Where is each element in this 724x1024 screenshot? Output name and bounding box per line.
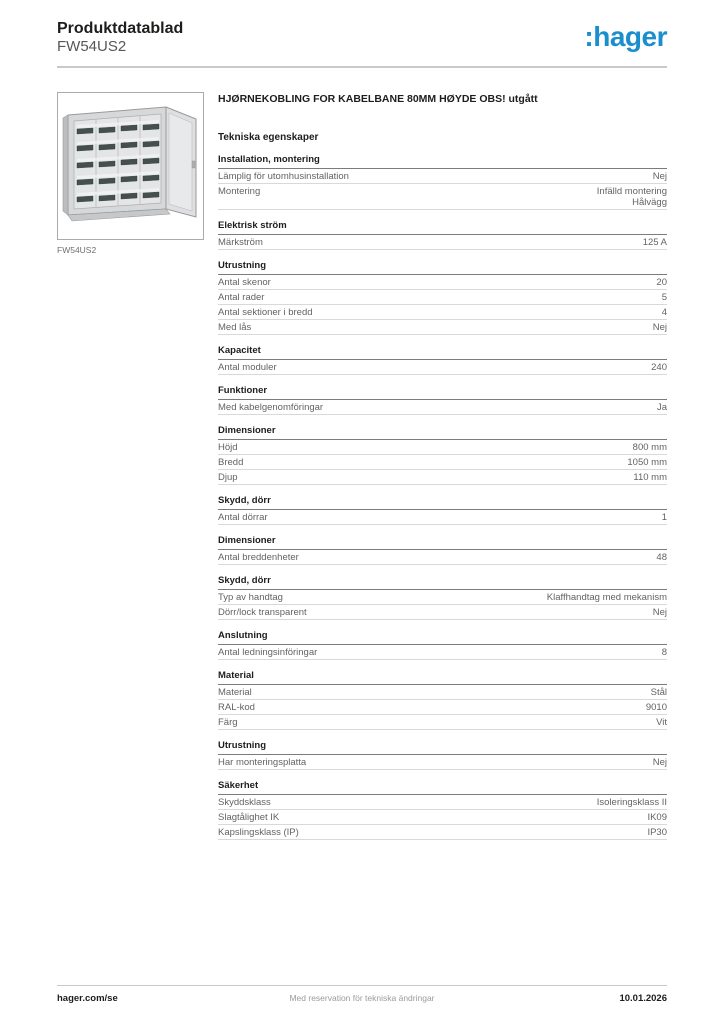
spec-label: Antal ledningsinföringar (218, 646, 318, 658)
spec-section-title: Skydd, dörr (218, 575, 667, 590)
spec-label: Antal rader (218, 291, 265, 303)
spec-value: 20 (656, 276, 667, 288)
spec-value: Nej (652, 756, 667, 768)
spec-row (218, 605, 667, 620)
spec-row (218, 305, 667, 320)
spec-label: Antal sektioner i bredd (218, 306, 313, 318)
spec-section (218, 385, 667, 415)
spec-section (218, 495, 667, 525)
spec-label: Dörr/lock transparent (218, 606, 307, 618)
spec-value: 110 mm (633, 471, 667, 483)
spec-value: Vit (656, 716, 667, 728)
document-type-title: Produktdatablad (57, 20, 184, 37)
spec-value: 9010 (645, 701, 667, 713)
spec-value: Nej (652, 321, 667, 333)
spec-value: Ja (656, 401, 667, 413)
spec-value: 125 A (642, 236, 667, 248)
spec-section-title: Utrustning (218, 740, 667, 755)
spec-value: 4 (661, 306, 667, 318)
spec-row (218, 235, 667, 250)
spec-row (218, 715, 667, 730)
spec-section (218, 630, 667, 660)
spec-label: Antal skenor (218, 276, 271, 288)
spec-section-title: Anslutning (218, 630, 667, 645)
spec-value: Stål (650, 686, 667, 698)
product-image (57, 92, 204, 240)
spec-label: Bredd (218, 456, 244, 468)
footer-divider (57, 985, 667, 986)
spec-row (218, 700, 667, 715)
spec-row (218, 825, 667, 840)
spec-value: 800 mm (632, 441, 667, 453)
product-image-caption: FW54US2 (57, 245, 97, 255)
spec-label: RAL-kod (218, 701, 255, 713)
spec-label: Typ av handtag (218, 591, 283, 603)
spec-section-title: Kapacitet (218, 345, 667, 360)
spec-value: Nej (652, 606, 667, 618)
spec-label: Slagtålighet IK (218, 811, 280, 823)
spec-row (218, 810, 667, 825)
spec-label: Antal dörrar (218, 511, 268, 523)
spec-row (218, 550, 667, 565)
spec-section-title: Funktioner (218, 385, 667, 400)
spec-label: Har monteringsplatta (218, 756, 307, 768)
spec-value: IP30 (647, 826, 667, 838)
spec-section-title: Elektrisk ström (218, 220, 667, 235)
spec-section (218, 220, 667, 250)
footer-disclaimer: Med reservation för tekniska ändringar (289, 993, 435, 1003)
spec-value: 5 (661, 291, 667, 303)
specs-column (218, 93, 667, 840)
spec-section (218, 780, 667, 840)
tech-properties-heading: Tekniska egenskaper (218, 132, 319, 143)
spec-value: IK09 (647, 811, 667, 823)
spec-label: Djup (218, 471, 238, 483)
spec-section (218, 575, 667, 620)
spec-section-title: Material (218, 670, 667, 685)
spec-label: Lämplig för utomhusinstallation (218, 170, 349, 182)
spec-section-title: Dimensioner (218, 535, 667, 550)
spec-section-title: Dimensioner (218, 425, 667, 440)
spec-row (218, 440, 667, 455)
footer-website-link[interactable]: hager.com/se (57, 993, 118, 1004)
spec-row (218, 455, 667, 470)
spec-row (218, 510, 667, 525)
spec-section-title: Säkerhet (218, 780, 667, 795)
spec-row (218, 169, 667, 184)
spec-row (218, 795, 667, 810)
spec-value: 1050 mm (627, 456, 667, 468)
spec-section (218, 740, 667, 770)
spec-value: 1 (661, 511, 667, 523)
enclosure-cabinet-illustration (58, 93, 203, 239)
spec-label: Antal breddenheter (218, 551, 299, 563)
spec-value: Nej (652, 170, 667, 182)
spec-row (218, 645, 667, 660)
spec-row (218, 685, 667, 700)
spec-row (218, 400, 667, 415)
spec-row (218, 290, 667, 305)
spec-label: Höjd (218, 441, 238, 453)
spec-label: Skyddsklass (218, 796, 271, 808)
spec-label: Märkström (218, 236, 263, 248)
footer-date: 10.01.2026 (619, 993, 667, 1004)
spec-section (218, 154, 667, 210)
spec-row (218, 360, 667, 375)
spec-value: 48 (656, 551, 667, 563)
spec-sections (218, 154, 667, 840)
spec-row (218, 470, 667, 485)
spec-value: Isoleringsklass II (596, 796, 667, 808)
header-product-code: FW54US2 (57, 38, 127, 55)
spec-section (218, 345, 667, 375)
spec-value: 240 (651, 361, 667, 373)
page-header (57, 19, 667, 56)
product-title: HJØRNEKOBLING FOR KABELBANE 80MM HØYDE OBS! utgått (218, 93, 538, 105)
spec-label: Med lås (218, 321, 252, 333)
spec-label: Färg (218, 716, 238, 728)
spec-section-title: Skydd, dörr (218, 495, 667, 510)
spec-row (218, 755, 667, 770)
spec-label: Kapslingsklass (IP) (218, 826, 299, 838)
spec-row (218, 184, 667, 210)
spec-value: 8 (661, 646, 667, 658)
spec-row (218, 320, 667, 335)
spec-section-title: Utrustning (218, 260, 667, 275)
hager-logo: :hager (584, 21, 667, 52)
spec-row (218, 590, 667, 605)
spec-label: Montering (218, 185, 261, 197)
spec-value: Klaffhandtag med mekanism (546, 591, 667, 603)
spec-label: Med kabelgenomföringar (218, 401, 324, 413)
spec-label: Material (218, 686, 252, 698)
page-footer (57, 993, 667, 1004)
spec-row (218, 275, 667, 290)
spec-value: Infälld montering Hålvägg (596, 185, 667, 208)
spec-section (218, 535, 667, 565)
spec-label: Antal moduler (218, 361, 277, 373)
spec-section (218, 260, 667, 335)
spec-section (218, 670, 667, 730)
header-divider (57, 66, 667, 68)
spec-section-title: Installation, montering (218, 154, 667, 169)
spec-section (218, 425, 667, 485)
